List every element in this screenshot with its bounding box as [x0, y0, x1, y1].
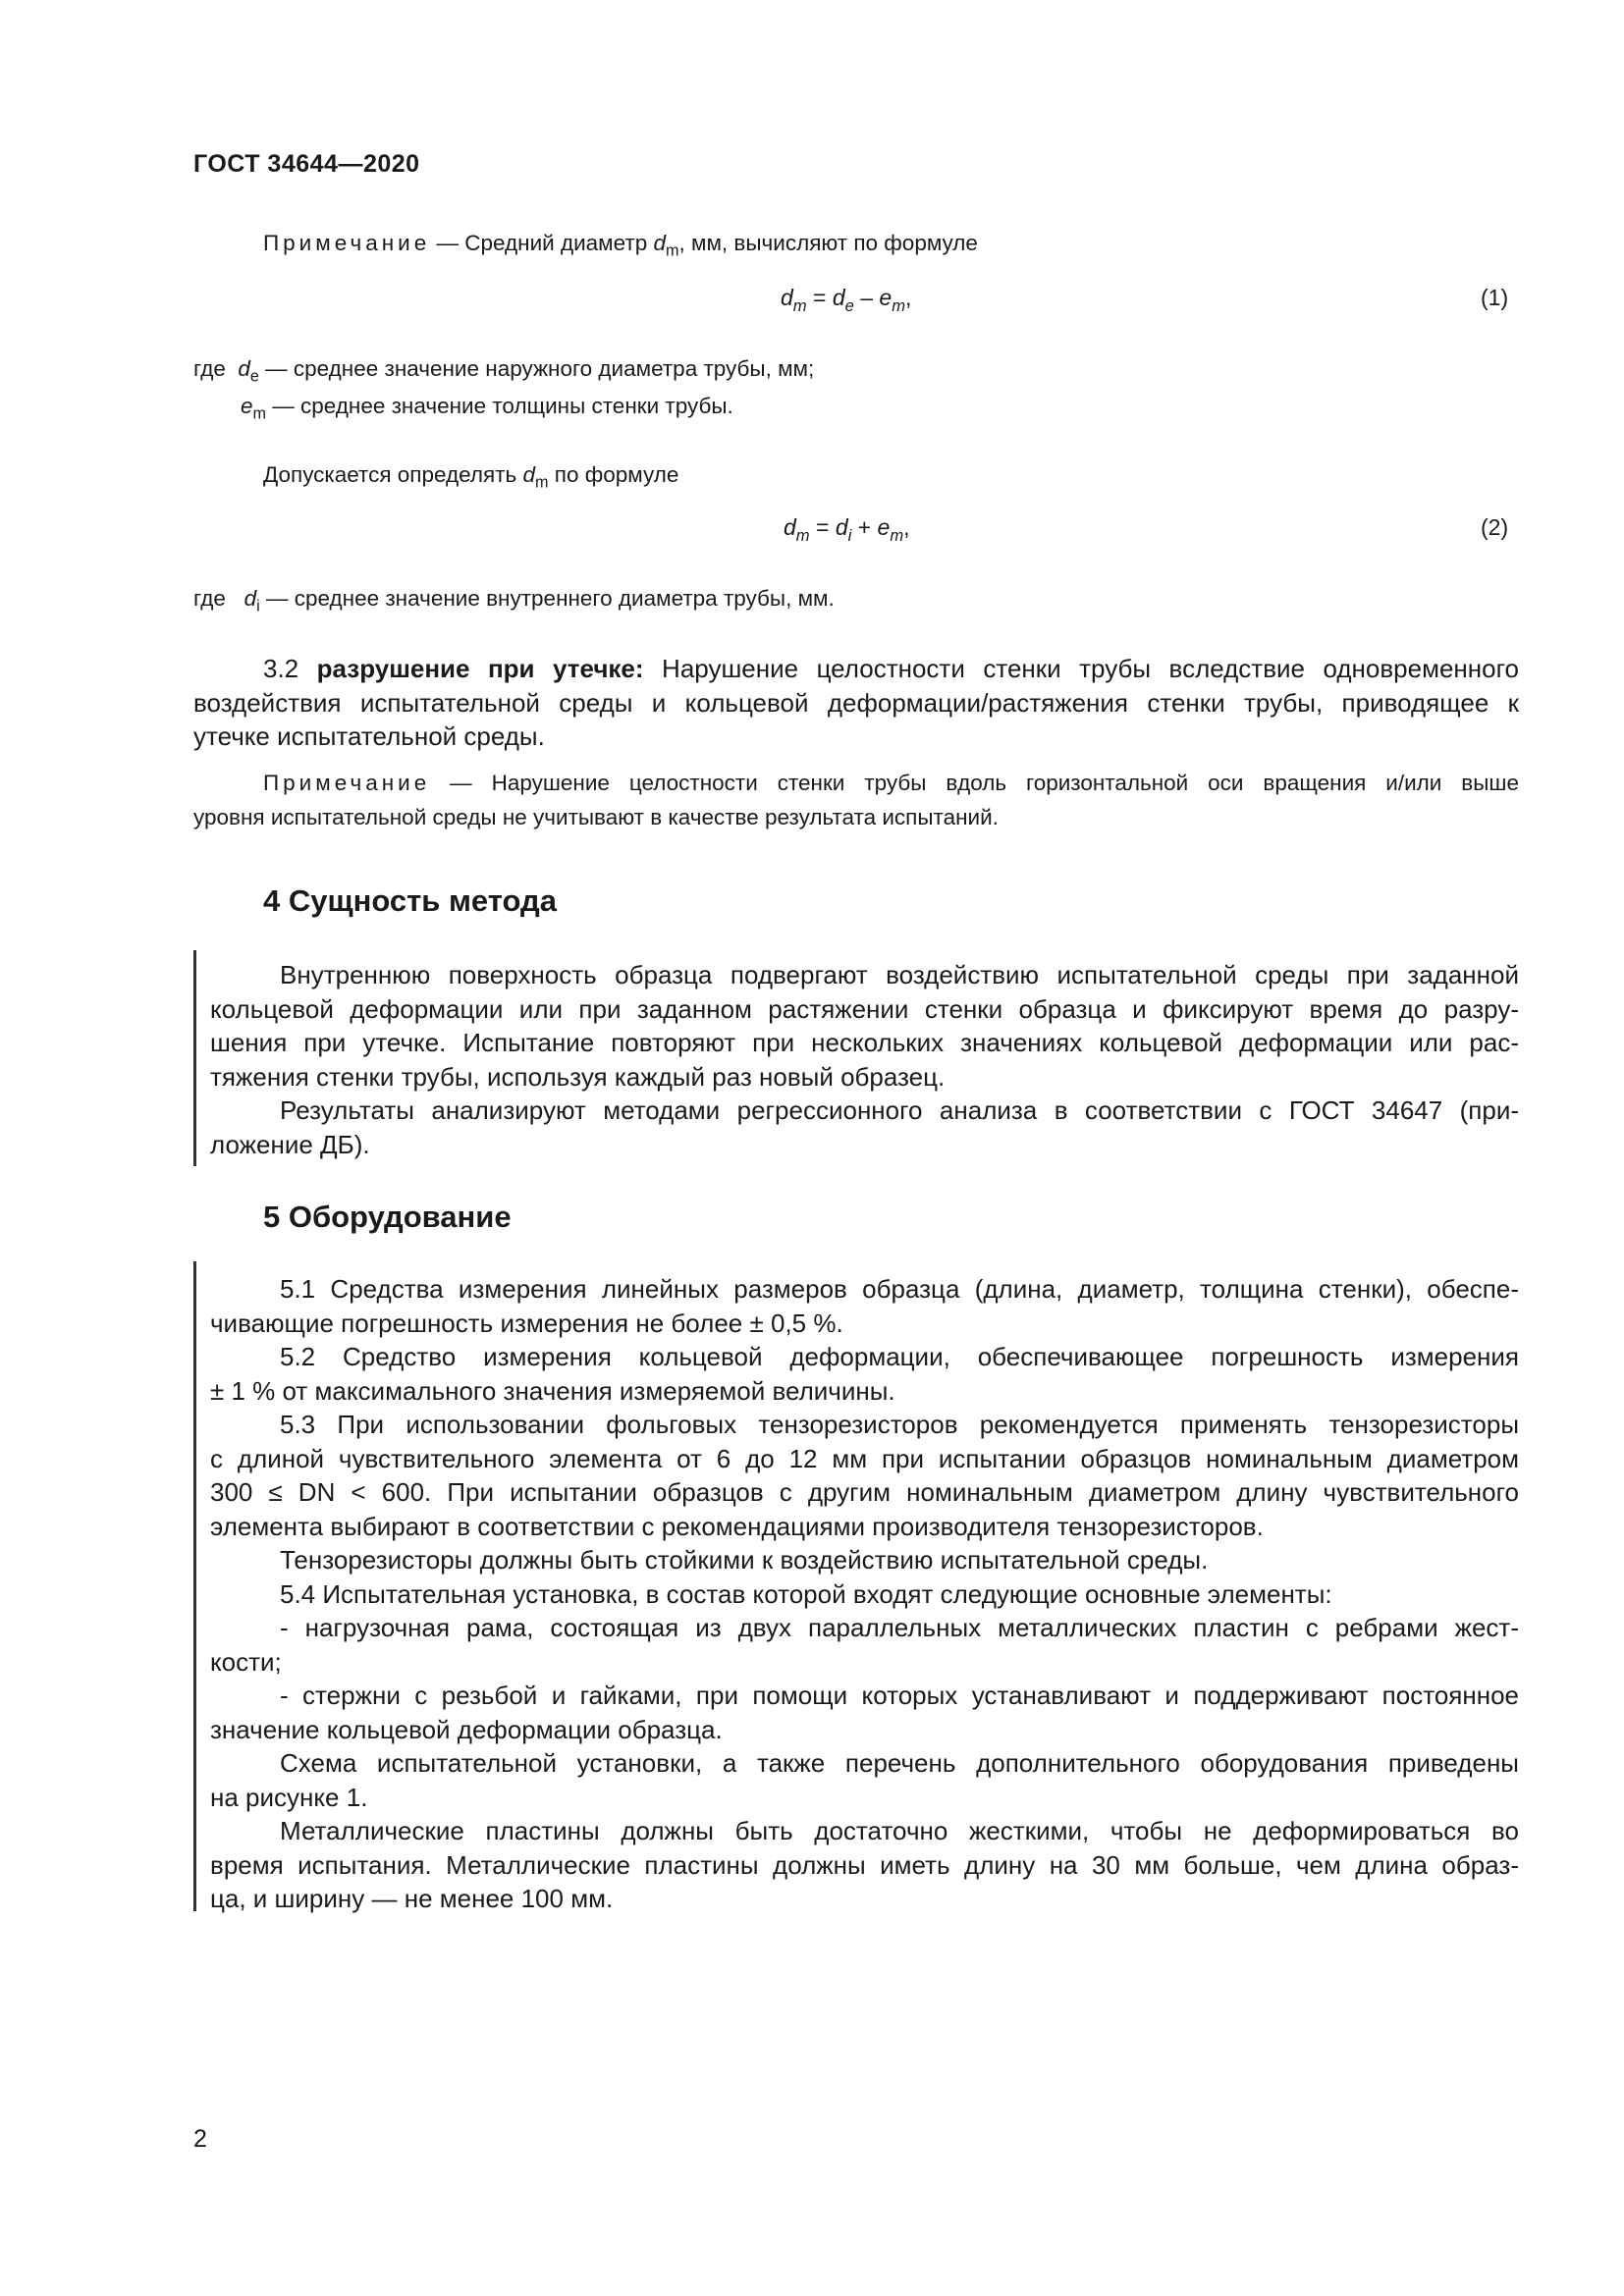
note-1: Примечание — Средний диаметр $d_m$, мм, вычисляют по формуле	[263, 231, 978, 260]
change-bar	[193, 950, 196, 1166]
allowed-formula-note: Допускается определять $d_m$ по формуле	[263, 462, 679, 492]
note-1-label: Примечание	[263, 231, 431, 255]
note-2: Примечание — Нарушение целостности стенки трубы вдоль горизонтальной оси вращения и/или выше уровня испытательной среды не учитывают в качестве результата испытаний.	[193, 771, 1519, 829]
term-3-2: 3.2 разрушение при утечке: Нарушение целостности стенки трубы вследствие одновременного воздействия испытательной среды и кольцевой деформации/растяжения стенки трубы, приводящее к утечке испытательной среды.	[193, 654, 1519, 751]
section-4-body: Внутреннюю поверхность образца подвергают воздействию испытательной среды при заданной кольцевой деформации или при заданном растяжении стенки образца и фиксируют время до разру- шения при утечке. Испытание повторяют при нескольких значениях кольцевой деформации или рас- тяжения стенки трубы, используя каждый раз новый образец. Результаты анализируют методами регрессионного анализа в соответствии с ГОСТ 34647 (при- ложение ДБ).	[210, 960, 1519, 1159]
section-5-title: 5 Оборудование	[263, 1200, 512, 1234]
formula-2: $d_m = d_i + e_m$,	[784, 514, 910, 545]
formula-2-number: (2)	[1481, 514, 1509, 540]
where-1-item-1: где $d_e$ — среднее значение наружного диаметра трубы, мм;	[193, 356, 815, 386]
section-4-title: 4 Сущность метода	[263, 883, 557, 918]
section-5-body: 5.1 Средства измерения линейных размеров образца (длина, диаметр, толщина стенки), обеспе- чивающие погрешность измерения не более ± 0,5 %. 5.2 Средство измерения кольцевой деформации, обеспечивающее погрешность измерения ± 1 % от максимального значения измеряемой величины. 5.3 При использовании фольговых тензорезисторов рекомендуется применять тензорезисторы с длиной чувствительного элемента от 6 до 12 мм при испытании образцов номинальным диаметром 300 ≤ DN < 600. При испытании образцов с другим номинальным диаметром длину чувствительного элемента выбирают в соответствии с рекомендациями производителя тензорезисторов. Тензорезисторы должны быть стойкими к воздействию испытательной среды. 5.4 Испытательная установка, в состав которой входят следующие основные элементы: - нагрузочная рама, состоящая из двух параллельных металлических пластин с ребрами жест- кости; - стержни с резьбой и гайками, при помощи которых устанавливают и поддерживают постоянное значение кольцевой деформации образца. Схема испытательной установки, а также перечень дополнительного оборудования приведены на рисунке 1. Металлические пластины должны быть достаточно жесткими, чтобы не деформироваться во время испытания. Металлические пластины должны иметь длину на 30 мм больше, чем длина образ- ца, и ширину — не менее 100 мм.	[210, 1274, 1519, 1913]
change-bar	[193, 1261, 196, 1911]
formula-1: $d_m = d_e - e_m$,	[781, 285, 912, 315]
page-number: 2	[193, 2125, 207, 2153]
term-3-2-title: разрушение при утечке:	[316, 654, 644, 683]
where-2: где $d_i$ — среднее значение внутреннего диаметра трубы, мм.	[193, 586, 835, 615]
document-header: ГОСТ 34644—2020	[193, 150, 420, 178]
formula-1-number: (1)	[1481, 285, 1509, 310]
where-1-item-2: $e_m$ — среднее значение толщины стенки трубы.	[241, 394, 733, 423]
